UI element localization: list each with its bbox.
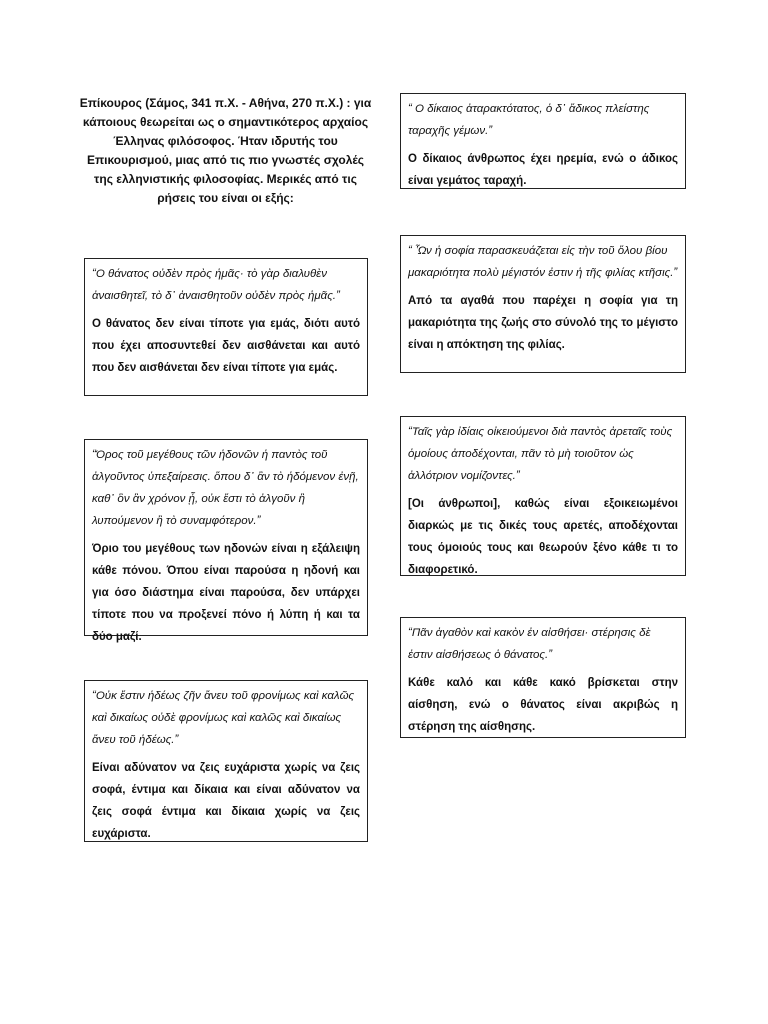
saying-box-pleasant-life bbox=[84, 680, 368, 842]
modern-translation: [Οι άνθρωποι], καθώς είναι εξοικειωμένοι διαρκώς με τις δικές τους αρετές, αποδέχονται τους όμοιούς τους και θεωρούν ξένο κάθε τι το διαφορετικό. bbox=[408, 498, 678, 576]
modern-translation: Ο δίκαιος άνθρωπος έχει ηρεμία, ενώ ο άδικος είναι γεμάτος ταραχή. bbox=[408, 153, 678, 187]
ancient-quote: “ Ὧν ἡ σοφία παρασκευάζεται εἰς τὴν τοῦ ὅλου βίου μακαριότητα πολὺ μέγιστόν ἐστιν ἡ τῆς φιλίας κτῆσις.” bbox=[408, 245, 678, 279]
modern-translation: Κάθε καλό και κάθε κακό βρίσκεται στην αίσθηση, ενώ ο θάνατος είναι ακριβώς η στέρηση της αίσθησης. bbox=[408, 677, 678, 733]
ancient-quote: “Όρος τοῦ μεγέθους τῶν ἡδονῶν ἡ παντὸς τοῦ ἀλγοῦντος ὑπεξαίρεσις. ὅπου δ᾽ ἂν τὸ ἡδόμενον ἐνῇ, καθ᾽ ὃν ἂν χρόνον ᾖ, οὐκ ἔστι τὸ ἀλγοῦν ἢ λυπούμενον ἢ τὸ συναμφότερον.” bbox=[92, 449, 359, 527]
ancient-quote: “Οὐκ ἔστιν ἡδέως ζῆν ἄνευ τοῦ φρονίμως καὶ καλῶς καὶ δικαίως οὐδὲ φρονίμως καὶ καλῶς καὶ δικαίως ἄνευ τοῦ ἡδέως.” bbox=[92, 690, 355, 746]
ancient-quote: “Ο θάνατος οὐδὲν πρὸς ἡμᾶς· τὸ γὰρ διαλυθὲν ἀναισθητεῖ, τὸ δ᾽ ἀναισθητοῦν οὐδὲν πρὸς ἡμᾶς.” bbox=[92, 268, 340, 302]
saying-box-just-man bbox=[400, 93, 686, 189]
modern-translation: Όριο του μεγέθους των ηδονών είναι η εξάλειψη κάθε πόνου. Όπου είναι παρούσα η ηδονή και για όσο διάστημα είναι παρούσα, δεν υπάρχει τίποτε που να προξενεί πόνο ή λύπη ή και τα δύο μαζί. bbox=[92, 543, 360, 643]
saying-box-pleasure-limit bbox=[84, 439, 368, 643]
ancient-quote: “Ταῖς γὰρ ἰδίαις οἰκειούμενοι διὰ παντὸς ἀρεταῖς τοὺς ὁμοίους ἀποδέχονται, πᾶν τὸ μὴ τοιοῦτον ὡς ἀλλότριον νομίζοντες.” bbox=[408, 426, 673, 482]
modern-translation: Είναι αδύνατον να ζεις ευχάριστα χωρίς να ζεις σοφά, έντιμα και δίκαια και είναι αδύνατον να ζεις σοφά έντιμα και δίκαια χωρίς να ζεις ευχάριστα. bbox=[92, 762, 360, 840]
modern-translation: Από τα αγαθά που παρέχει η σοφία για τη μακαριότητα της ζωής στο σύνολό της το μέγιστο είναι η απόκτηση της φιλίας. bbox=[408, 295, 678, 351]
ancient-quote: “ Ο δίκαιος ἀταρακτότατος, ὁ δ᾽ ἄδικος πλείστης ταραχῆς γέμων.” bbox=[408, 103, 650, 137]
saying-box-sensation bbox=[400, 617, 686, 738]
saying-box-virtues bbox=[400, 416, 686, 576]
saying-box-friendship bbox=[400, 235, 686, 373]
intro-paragraph: Επίκουρος (Σάμος, 341 π.Χ. - Αθήνα, 270 π.Χ.) : για κάποιους θεωρείται ως ο σημαντικότερος αρχαίος Έλληνας φιλόσοφος. Ήταν ιδρυτής του Επικουρισμού, μιας από τις πιο γνωστές σχολές της ελληνιστικής φιλοσοφίας. Μερικές από τις ρήσεις του είναι οι εξής: bbox=[79, 96, 372, 205]
modern-translation: Ο θάνατος δεν είναι τίποτε για εμάς, διότι αυτό που έχει αποσυντεθεί δεν αισθάνεται και αυτό που δεν αισθάνεται δεν είναι τίποτε για εμάς. bbox=[92, 318, 360, 374]
ancient-quote: “Πᾶν ἀγαθὸν καὶ κακὸν ἐν αἰσθήσει· στέρησις δὲ ἐστιν αἰσθήσεως ὁ θάνατος.” bbox=[408, 627, 651, 661]
saying-box-death bbox=[84, 258, 368, 396]
